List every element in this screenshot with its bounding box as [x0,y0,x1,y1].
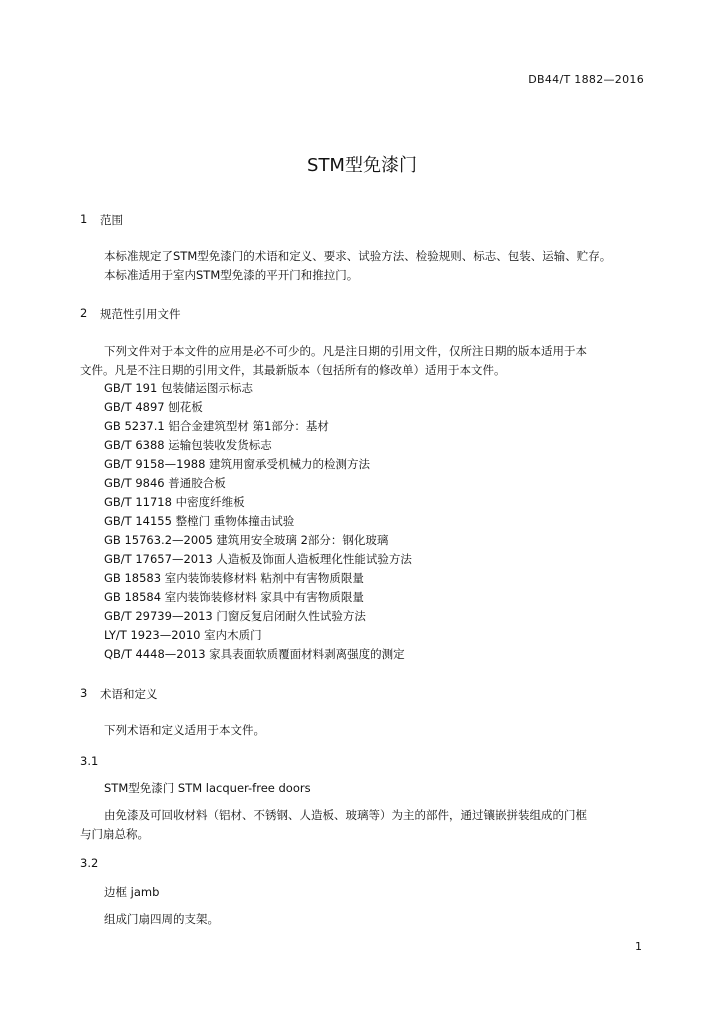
reference-item: GB/T 11718 中密度纤维板 [104,495,245,509]
reference-item: GB/T 17657—2013 人造板及饰面人造板理化性能试验方法 [104,552,412,566]
reference-item: GB/T 9158—1988 建筑用窗承受机械力的检测方法 [104,457,371,471]
reference-item: GB 18584 室内装饰装修材料 家具中有害物质限量 [104,590,364,604]
section-3-intro: 下列术语和定义适用于本文件。 [104,723,265,737]
section-2-para-line-2: 文件。凡是不注日期的引用文件，其最新版本（包括所有的修改单）适用于本文件。 [80,363,506,377]
page-number: 1 [635,940,642,953]
reference-item: GB/T 6388 运输包装收发货标志 [104,438,272,452]
reference-item: QB/T 4448—2013 家具表面软质覆面材料剥离强度的测定 [104,647,405,661]
reference-item: LY/T 1923—2010 室内木质门 [104,628,262,642]
section-2-title: 规范性引用文件 [100,307,181,321]
document-title: STM型免漆门 [307,155,417,176]
section-3-title: 术语和定义 [100,687,158,701]
section-3-number: 3 [80,686,88,700]
reference-item: GB/T 4897 刨花板 [104,400,203,414]
standard-number: DB44/T 1882—2016 [528,73,644,86]
reference-item: GB/T 14155 整樘门 重物体撞击试验 [104,514,295,528]
section-2-para-line-1: 下列文件对于本文件的应用是必不可少的。凡是注日期的引用文件，仅所注日期的版本适用于本 [104,344,587,358]
reference-item: GB/T 191 包装储运图示标志 [104,381,253,395]
term-3-1-title: STM型免漆门 STM lacquer-free doors [104,781,311,795]
term-3-2-number: 3.2 [80,856,99,870]
section-1-number: 1 [80,212,88,226]
term-3-2-definition: 组成门扇四周的支架。 [104,912,219,926]
section-2-number: 2 [80,306,88,320]
term-3-1-number: 3.1 [80,754,99,768]
reference-item: GB 15763.2—2005 建筑用安全玻璃 2部分：钢化玻璃 [104,533,389,547]
reference-item: GB/T 29739—2013 门窗反复启闭耐久性试验方法 [104,609,366,623]
reference-item: GB 18583 室内装饰装修材料 粘剂中有害物质限量 [104,571,364,585]
reference-item: GB/T 9846 普通胶合板 [104,476,226,490]
section-1-title: 范围 [100,213,123,227]
section-1-para-2: 本标准适用于室内STM型免漆的平开门和推拉门。 [104,268,359,282]
term-3-1-definition-line-2: 与门扇总称。 [80,827,149,841]
section-1-para-1: 本标准规定了STM型免漆门的术语和定义、要求、试验方法、检验规则、标志、包装、运输、贮存。 [104,249,612,263]
term-3-1-definition-line-1: 由免漆及可回收材料（铝材、不锈钢、人造板、玻璃等）为主的部件，通过镶嵌拼装组成的门框 [104,808,587,822]
term-3-2-title: 边框 jamb [104,885,160,899]
reference-item: GB 5237.1 铝合金建筑型材 第1部分：基材 [104,419,329,433]
